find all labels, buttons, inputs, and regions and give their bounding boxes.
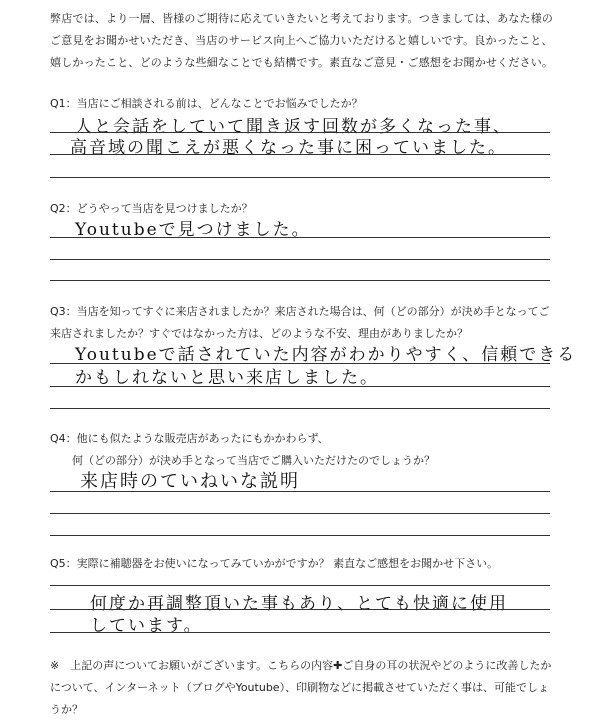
answer-line [50,609,550,610]
answer-3-line-1: Youtubeで話されていた内容がわかりやすく、信頼できる [75,345,577,365]
footer-note: ※ 上記の声についてお願いがございます。こちらの内容✚ご自身の耳の状況やどのように改善したかについて、インターネット（ブログやYoutube）、印刷物などに掲載させていただく事は、可能でしょうか？ [50,659,552,716]
question-4-line-1: Q4：他にも似たような販売店があったにもかかわらず、 [50,432,329,445]
question-4-line-2: 何（どの部分）が決め手となって当店でご購入いただけたのでしょうか？ [72,454,435,467]
answer-line [50,585,550,586]
answer-line [50,513,550,514]
answer-line [50,154,550,155]
answer-1-line-1: 人と会話をしていて聞き返す回数が多くなった事、 [75,117,512,137]
answer-5-line-1: 何度か再調整頂いた事もあり、とても快適に使用 [90,594,508,614]
answer-line [50,491,550,492]
intro-text: 弊店では、より一層、皆様のご期待に応えていきたいと考えております。つきましては、あなた様のご意見をお聞かせいただき、当店のサービス向上へご協力いただけると嬉しいです。良かったこと、嬉しかったこと、どのような些細なことでも結構です。素直なご意見・ご感想をお聞かせください。 [50,12,554,69]
answer-line [50,237,550,238]
answer-line [50,408,550,409]
question-3: Q3：当店を知ってすぐに来店されましたか？来店された場合は、何（どの部分）が決め手となってご来店されましたか？すぐではなかった方は、どのような不安、理由がありましたか？ [50,305,550,340]
answer-line [50,280,550,281]
question-5: Q5：実際に補聴器をお使いになってみていかがですか？ 素直なご感想をお聞かせ下さい。 [50,557,499,570]
answer-line [50,632,550,633]
answer-4-line-1: 来店時のていねいな説明 [80,471,300,492]
answer-line [50,535,550,536]
answer-line [50,177,550,178]
answer-1-line-2: 高音域の聞こえが悪くなった事に困っていました。 [70,138,507,158]
answer-5-line-2: しています。 [90,616,203,636]
answer-3-line-2: かもしれないと思い来店しました。 [75,368,379,388]
answer-line [50,386,550,387]
answer-2-line-1: Youtubeで見つけました。 [75,220,311,240]
question-1: Q1：当店にご相談される前は、どんなことでお悩みでしたか？ [50,97,363,110]
question-2: Q2：どうやって当店を見つけましたか？ [50,202,253,215]
answer-line [50,259,550,260]
